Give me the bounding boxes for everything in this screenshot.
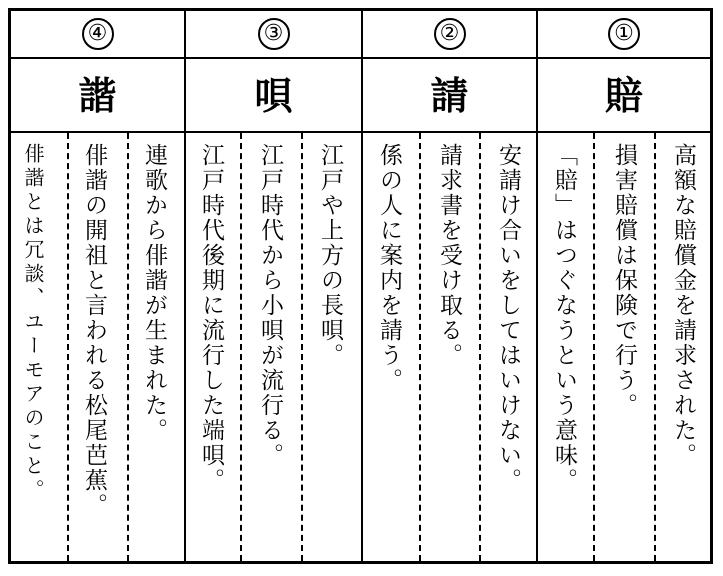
column-number: ② xyxy=(434,18,466,50)
column-3-kanji-cell xyxy=(186,59,361,133)
sentence-divider xyxy=(479,133,481,561)
column-2-number-cell xyxy=(363,11,536,57)
sentence-divider xyxy=(419,133,421,561)
kanji-character: 請 xyxy=(430,74,469,118)
sentence-divider xyxy=(654,133,656,561)
example-sentence: 請求書を受け取る。 xyxy=(436,143,462,368)
example-sentence: 損害賠償は保険で行う。 xyxy=(611,143,637,418)
sentence-divider xyxy=(593,133,595,561)
example-sentence: 「賠」はつぐなうという意味。 xyxy=(551,143,577,493)
example-sentence: 江戸時代から小唄が流行る。 xyxy=(257,143,283,468)
kanji-character: 唄 xyxy=(254,74,293,118)
example-sentence: 連歌から俳諧が生まれた。 xyxy=(141,143,167,443)
example-sentence: 俳諧の開祖と言われる松尾芭蕉。 xyxy=(81,143,107,518)
column-1-number-cell xyxy=(538,11,710,57)
column-2-kanji-cell xyxy=(363,59,536,133)
example-sentence: 江戸時代後期に流行した端唄。 xyxy=(198,143,224,493)
sentence-divider xyxy=(127,133,129,561)
column-1-kanji-cell xyxy=(538,59,710,133)
column-number: ③ xyxy=(258,18,290,50)
example-sentence: 高額な賠償金を請求された。 xyxy=(670,143,696,468)
example-sentence: 安請け合いをしてはいけない。 xyxy=(495,143,521,493)
column-3-number-cell xyxy=(186,11,361,57)
column-number: ① xyxy=(608,18,640,50)
sentence-divider xyxy=(67,133,69,561)
column-number: ④ xyxy=(82,18,114,50)
example-sentence: 係の人に案内を請う。 xyxy=(376,143,402,393)
example-sentence: 江戸や上方の長唄。 xyxy=(317,143,343,368)
example-sentence: 俳諧とは冗談、ユーモアのこと。 xyxy=(21,143,45,503)
kanji-character: 賠 xyxy=(604,74,643,118)
sentence-divider xyxy=(240,133,242,561)
sentence-divider xyxy=(301,133,303,561)
kanji-character: 諧 xyxy=(78,74,117,118)
column-4-kanji-cell xyxy=(11,59,184,133)
column-4-number-cell xyxy=(11,11,184,57)
kanji-practice-sheet xyxy=(8,8,713,564)
